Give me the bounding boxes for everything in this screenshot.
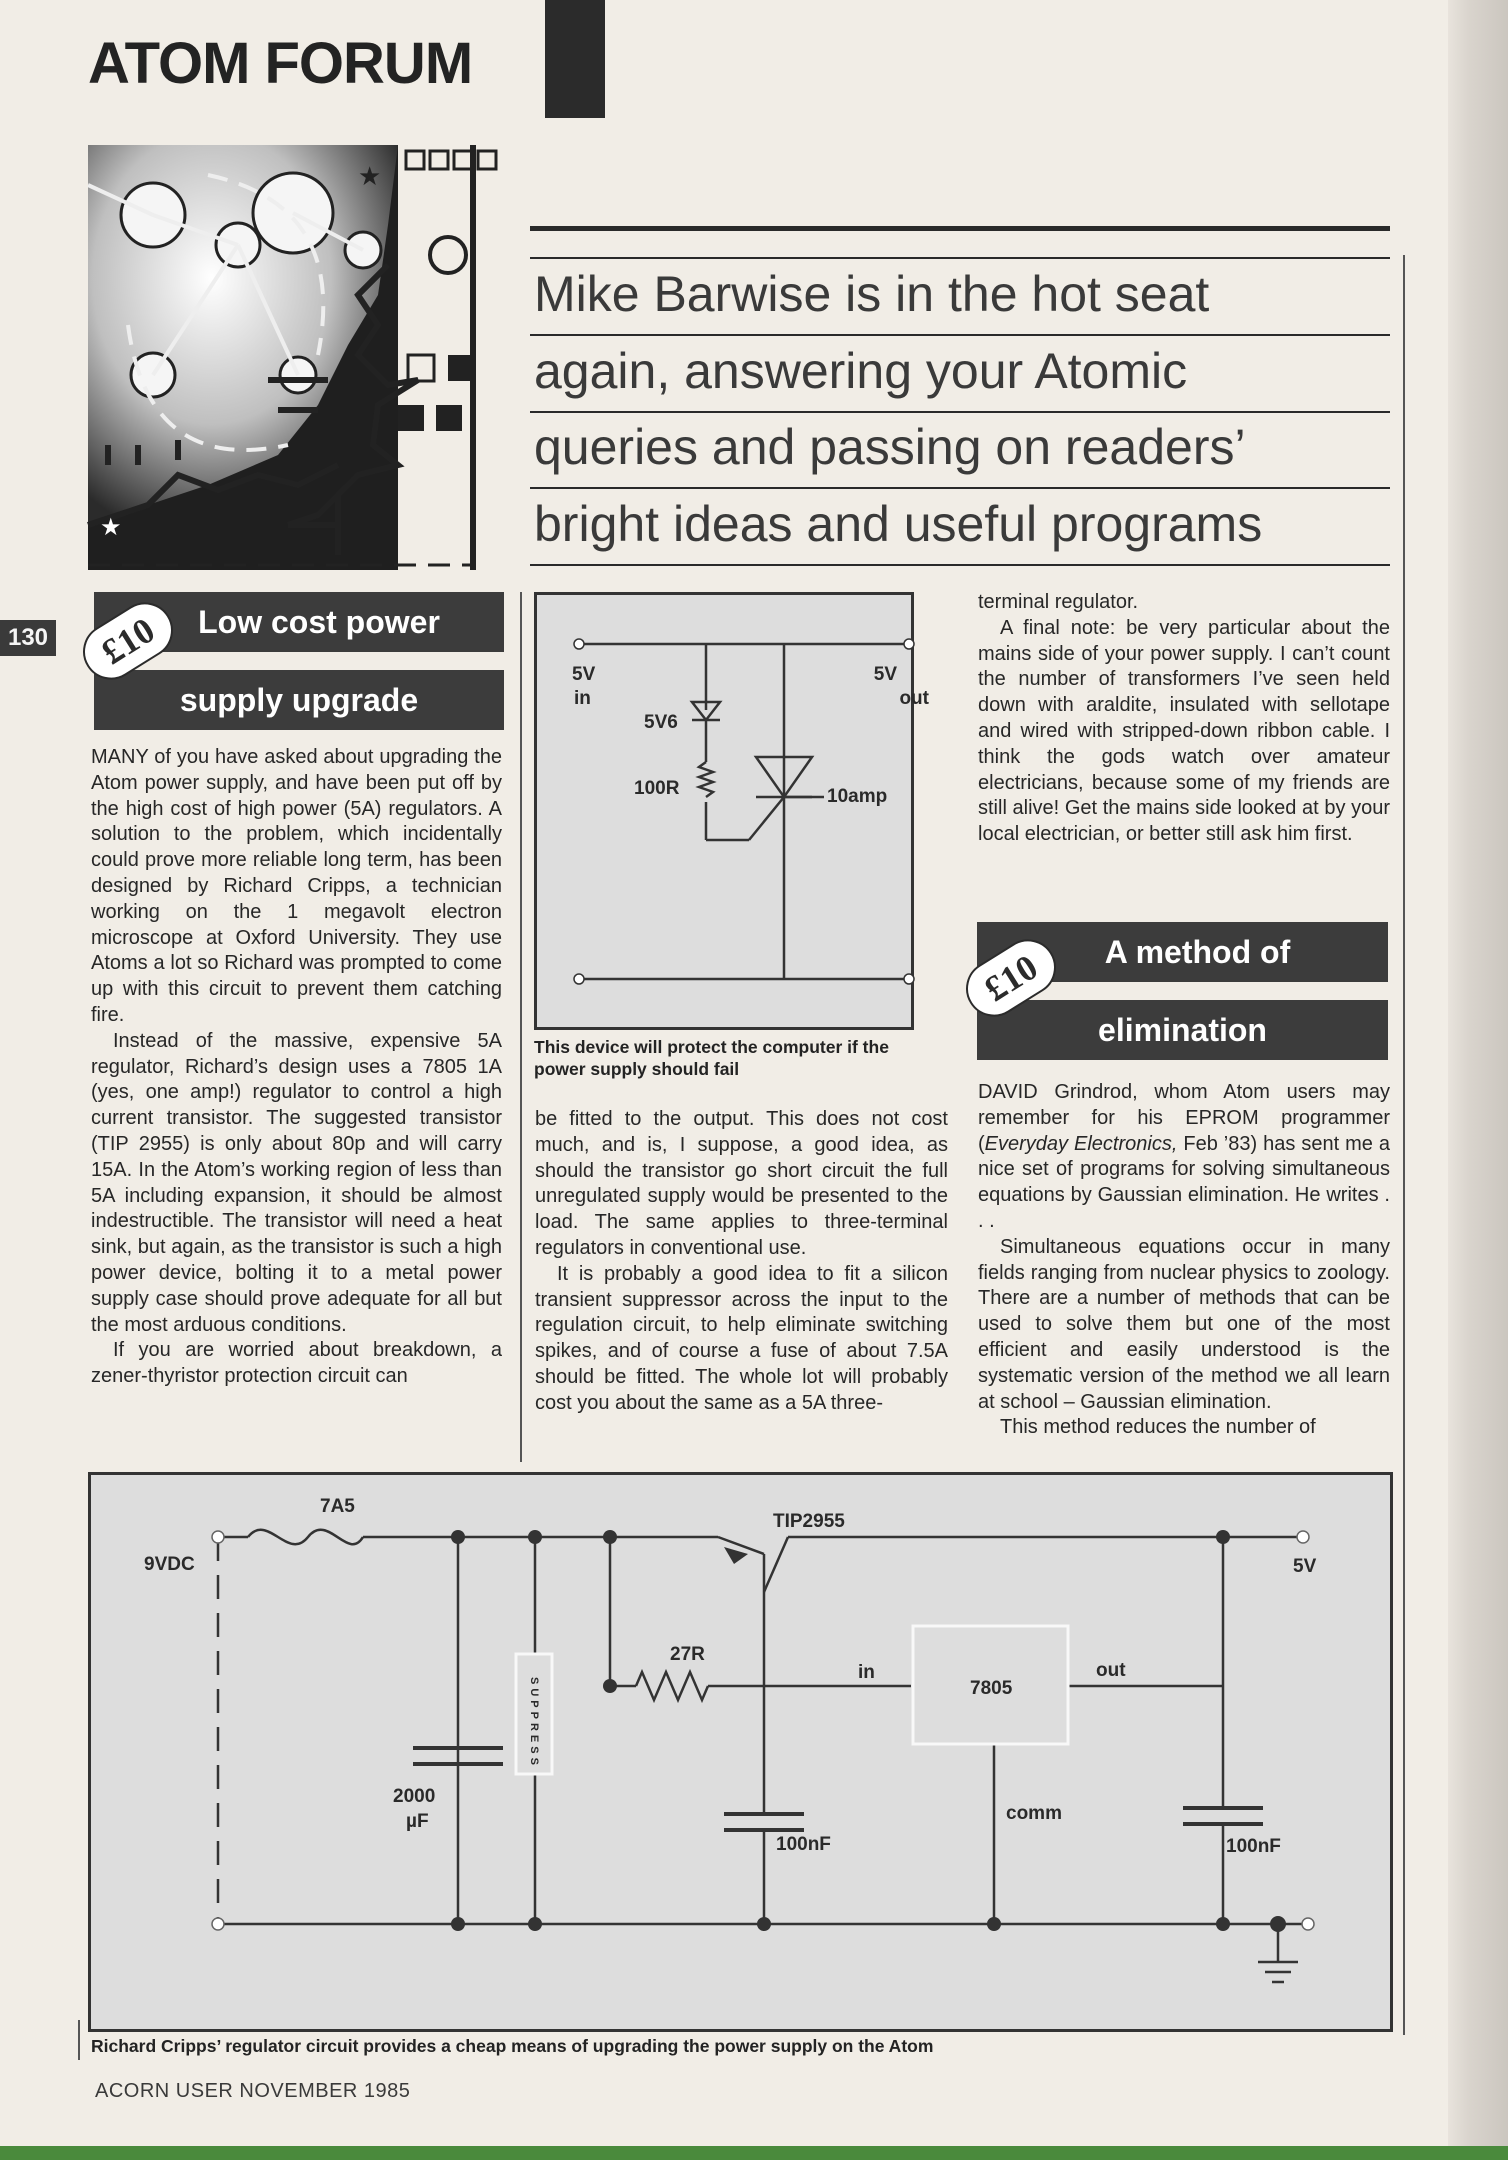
label-common: comm bbox=[1006, 1803, 1062, 1824]
intro-line: queries and passing on readers’ bbox=[534, 419, 1246, 475]
intro-line: Mike Barwise is in the hot seat bbox=[534, 266, 1210, 322]
protection-circuit-diagram bbox=[534, 592, 929, 1030]
heading-block bbox=[545, 0, 605, 118]
label-zener: 5V6 bbox=[644, 712, 678, 733]
text-run: Feb ’83) has sent me a nice set of programs for solving simultaneous equations by Gaussian elimination. He writes . . . bbox=[978, 1132, 1391, 1232]
svg-text:★: ★ bbox=[100, 514, 122, 541]
label-capacitor2: 100nF bbox=[776, 1834, 831, 1855]
label-thyristor: 10amp bbox=[827, 786, 888, 807]
intro-rule bbox=[530, 334, 1390, 336]
publication-title: Everyday Electronics, bbox=[984, 1132, 1178, 1155]
intro-rule bbox=[530, 564, 1390, 566]
paragraph: This method reduces the number of bbox=[1000, 1416, 1316, 1439]
label-capacitor1-value: 2000 bbox=[393, 1786, 436, 1807]
page-binding-edge bbox=[1448, 0, 1508, 2160]
paragraph: A final note: be very particular about the mains side of your power supply. I can’t count the number of transformers I’ve seen held down with araldite, insulated with sellotape and wired with stripped-down ribbon cable. I think the gods watch over amateur electricians, because some of my friends are still alive! Get the mains side looked at by your local electrician, or better still ask him first. bbox=[978, 616, 1390, 846]
paragraph: Simultaneous equations occur in many fields ranging from nuclear physics to zoology. There are a number of methods that can be used to solve them but one of the most efficient and easily understood is the systematic version of the method we all learn at school – Gaussian elimination. bbox=[978, 1235, 1390, 1413]
article-column bbox=[91, 745, 502, 1390]
label-resistor: 100R bbox=[634, 778, 680, 799]
price-badge: £10 bbox=[72, 592, 183, 690]
svg-text:★: ★ bbox=[358, 161, 382, 191]
figure-caption: Richard Cripps’ regulator circuit provides a cheap means of upgrading the power supply on the Atom bbox=[91, 2036, 934, 2056]
label-transistor: TIP2955 bbox=[773, 1511, 845, 1532]
label-output: out bbox=[899, 688, 929, 709]
price-badge: £10 bbox=[955, 929, 1066, 1027]
article-title-line2: supply upgrade bbox=[179, 682, 419, 718]
article-title-bar bbox=[977, 1000, 1388, 1060]
label-capacitor1-unit: µF bbox=[406, 1811, 429, 1832]
paragraph: be fitted to the output. This does not cost much, and is, I suppose, a good idea, as should the transistor go short circuit the full unregulated supply would be presented to the load. The same applies to three-terminal regulators in conventional use. bbox=[535, 1108, 948, 1259]
regulator-circuit-diagram bbox=[88, 1472, 1393, 2032]
label-fuse: 7A5 bbox=[320, 1496, 355, 1517]
text-run: DAVID Grindrod, whom Atom users may remember for his EPROM programmer ( bbox=[978, 1081, 1390, 1155]
page-footer: ACORN USER NOVEMBER 1985 bbox=[95, 2080, 411, 2102]
article-title-line2: elimination bbox=[1098, 1012, 1267, 1048]
intro-rule bbox=[530, 411, 1390, 413]
scan-edge bbox=[0, 2146, 1508, 2160]
paragraph: Instead of the massive, expensive 5A regulator, Richard’s design uses a 7805 1A (yes, one amp!) regulator to control a high current transistor. The suggested transistor (TIP 2955) is only about 80p and will carry 15A. In the Atom’s working region of less than 5A including expansion, it should be almost indestructible. The transistor will need a heat sink, but again, as the transistor is such a high power device, bolting it to a metal power supply case should prove adequate for all but the most arduous conditions. bbox=[91, 1029, 502, 1336]
column-rule bbox=[520, 592, 522, 1462]
label-supply: 9VDC bbox=[144, 1554, 195, 1575]
paragraph: MANY of you have asked about upgrading the Atom power supply, and have been put off by the high cost of high power (5A) regulators. A solution to the problem, which incidentally could prove more reliable long term, has been designed by Richard Cripps, a technician working on the 1 megavolt electron microscope at Oxford University. They use Atoms a lot so Richard was prompted to come up with this circuit to prevent them catching fire. bbox=[91, 746, 502, 1026]
paragraph bbox=[978, 1080, 1390, 1235]
article-column bbox=[978, 590, 1390, 848]
figure-caption: This device will protect the computer if the power supply should fail bbox=[534, 1037, 889, 1079]
column-rule bbox=[1403, 255, 1405, 2035]
article-title-line1: A method of bbox=[1104, 934, 1291, 970]
label-suppressor: SUPPRESS bbox=[528, 1677, 540, 1769]
column-rule bbox=[78, 2020, 80, 2060]
label-regulator: 7805 bbox=[970, 1678, 1013, 1699]
intro-rule bbox=[530, 487, 1390, 489]
label-capacitor3: 100nF bbox=[1226, 1836, 1281, 1857]
label-resistor: 27R bbox=[670, 1644, 705, 1665]
label-output-voltage: 5V bbox=[1293, 1556, 1317, 1577]
article-column bbox=[978, 1080, 1390, 1441]
label-input: in bbox=[574, 688, 591, 709]
intro-rule bbox=[530, 257, 1390, 259]
paragraph: It is probably a good idea to fit a silicon transient suppressor across the input to the regulation circuit, to help eliminate switching spikes, and of course a fuse of about 7.5A should be fitted. The whole lot will probably cost you about the same as a 5A three- bbox=[535, 1262, 948, 1414]
paragraph: terminal regulator. bbox=[978, 591, 1139, 613]
label-input-voltage: 5V bbox=[572, 664, 596, 685]
intro-line: again, answering your Atomic bbox=[534, 343, 1188, 399]
intro-line: bright ideas and useful programs bbox=[534, 496, 1263, 552]
label-output-voltage: 5V bbox=[873, 664, 897, 685]
paragraph: If you are worried about breakdown, a zener-thyristor protection circuit can bbox=[91, 1339, 502, 1388]
article-column bbox=[535, 1107, 948, 1417]
section-heading: ATOM FORUM bbox=[88, 31, 473, 96]
cartoon-illustration bbox=[88, 145, 530, 570]
article-title-line1: Low cost power bbox=[198, 604, 440, 640]
label-regulator-in: in bbox=[858, 1662, 875, 1683]
label-regulator-out: out bbox=[1096, 1660, 1126, 1681]
intro-top-rule bbox=[530, 226, 1390, 231]
page-number: 130 bbox=[0, 620, 56, 656]
article-title-bar bbox=[94, 670, 504, 730]
